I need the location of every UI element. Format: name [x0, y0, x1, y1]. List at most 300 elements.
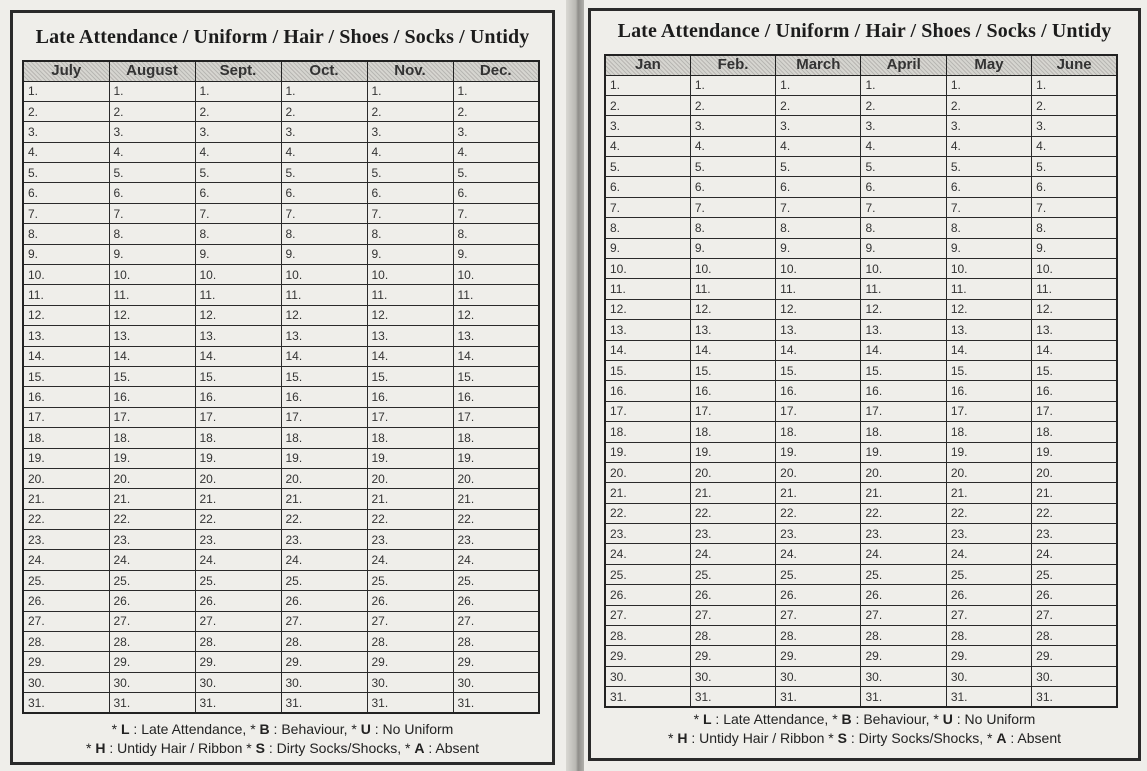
day-cell[interactable]: 29.	[195, 652, 281, 672]
day-cell[interactable]: 20.	[367, 468, 453, 488]
day-cell[interactable]: 15.	[195, 366, 281, 386]
day-cell[interactable]: 11.	[367, 285, 453, 305]
day-cell[interactable]: 17.	[195, 407, 281, 427]
day-cell[interactable]: 25.	[453, 570, 539, 590]
day-cell[interactable]: 24.	[453, 550, 539, 570]
day-cell[interactable]: 5.	[605, 157, 690, 177]
day-cell[interactable]: 16.	[23, 387, 109, 407]
day-cell[interactable]: 1.	[453, 81, 539, 101]
day-cell[interactable]: 5.	[861, 157, 946, 177]
day-cell[interactable]: 24.	[23, 550, 109, 570]
day-cell[interactable]: 26.	[109, 591, 195, 611]
day-cell[interactable]: 21.	[1032, 483, 1117, 503]
day-cell[interactable]: 11.	[605, 279, 690, 299]
day-cell[interactable]: 23.	[367, 530, 453, 550]
day-cell[interactable]: 15.	[109, 366, 195, 386]
day-cell[interactable]: 18.	[109, 428, 195, 448]
day-cell[interactable]: 3.	[281, 122, 367, 142]
day-cell[interactable]: 12.	[1032, 299, 1117, 319]
day-cell[interactable]: 10.	[776, 259, 861, 279]
day-cell[interactable]: 22.	[690, 503, 775, 523]
day-cell[interactable]: 16.	[946, 381, 1031, 401]
day-cell[interactable]: 30.	[605, 666, 690, 686]
day-cell[interactable]: 14.	[453, 346, 539, 366]
day-cell[interactable]: 31.	[23, 693, 109, 713]
day-cell[interactable]: 2.	[453, 101, 539, 121]
day-cell[interactable]: 31.	[281, 693, 367, 713]
day-cell[interactable]: 1.	[690, 75, 775, 95]
day-cell[interactable]: 8.	[195, 224, 281, 244]
day-cell[interactable]: 27.	[281, 611, 367, 631]
day-cell[interactable]: 18.	[281, 428, 367, 448]
day-cell[interactable]: 16.	[1032, 381, 1117, 401]
day-cell[interactable]: 16.	[281, 387, 367, 407]
day-cell[interactable]: 15.	[23, 366, 109, 386]
day-cell[interactable]: 2.	[690, 95, 775, 115]
day-cell[interactable]: 25.	[946, 564, 1031, 584]
day-cell[interactable]: 7.	[281, 203, 367, 223]
day-cell[interactable]: 23.	[453, 530, 539, 550]
day-cell[interactable]: 15.	[946, 360, 1031, 380]
day-cell[interactable]: 10.	[281, 265, 367, 285]
day-cell[interactable]: 14.	[690, 340, 775, 360]
day-cell[interactable]: 26.	[861, 585, 946, 605]
day-cell[interactable]: 16.	[367, 387, 453, 407]
day-cell[interactable]: 25.	[109, 570, 195, 590]
day-cell[interactable]: 29.	[776, 646, 861, 666]
day-cell[interactable]: 26.	[195, 591, 281, 611]
day-cell[interactable]: 22.	[453, 509, 539, 529]
day-cell[interactable]: 21.	[23, 489, 109, 509]
day-cell[interactable]: 20.	[281, 468, 367, 488]
day-cell[interactable]: 29.	[281, 652, 367, 672]
day-cell[interactable]: 7.	[861, 197, 946, 217]
day-cell[interactable]: 14.	[776, 340, 861, 360]
day-cell[interactable]: 13.	[367, 326, 453, 346]
day-cell[interactable]: 4.	[281, 142, 367, 162]
day-cell[interactable]: 6.	[861, 177, 946, 197]
day-cell[interactable]: 26.	[946, 585, 1031, 605]
day-cell[interactable]: 24.	[946, 544, 1031, 564]
day-cell[interactable]: 18.	[453, 428, 539, 448]
day-cell[interactable]: 8.	[690, 218, 775, 238]
day-cell[interactable]: 18.	[946, 422, 1031, 442]
day-cell[interactable]: 11.	[281, 285, 367, 305]
day-cell[interactable]: 8.	[109, 224, 195, 244]
day-cell[interactable]: 11.	[861, 279, 946, 299]
day-cell[interactable]: 29.	[453, 652, 539, 672]
day-cell[interactable]: 13.	[690, 320, 775, 340]
day-cell[interactable]: 18.	[23, 428, 109, 448]
day-cell[interactable]: 29.	[367, 652, 453, 672]
day-cell[interactable]: 15.	[861, 360, 946, 380]
day-cell[interactable]: 3.	[776, 116, 861, 136]
day-cell[interactable]: 2.	[861, 95, 946, 115]
day-cell[interactable]: 27.	[776, 605, 861, 625]
day-cell[interactable]: 27.	[1032, 605, 1117, 625]
day-cell[interactable]: 2.	[946, 95, 1031, 115]
day-cell[interactable]: 23.	[23, 530, 109, 550]
day-cell[interactable]: 29.	[109, 652, 195, 672]
day-cell[interactable]: 26.	[23, 591, 109, 611]
day-cell[interactable]: 16.	[605, 381, 690, 401]
day-cell[interactable]: 12.	[367, 305, 453, 325]
day-cell[interactable]: 12.	[861, 299, 946, 319]
day-cell[interactable]: 3.	[946, 116, 1031, 136]
day-cell[interactable]: 28.	[605, 626, 690, 646]
day-cell[interactable]: 21.	[109, 489, 195, 509]
day-cell[interactable]: 14.	[605, 340, 690, 360]
day-cell[interactable]: 14.	[1032, 340, 1117, 360]
day-cell[interactable]: 29.	[861, 646, 946, 666]
day-cell[interactable]: 10.	[605, 259, 690, 279]
day-cell[interactable]: 16.	[776, 381, 861, 401]
day-cell[interactable]: 4.	[195, 142, 281, 162]
day-cell[interactable]: 16.	[861, 381, 946, 401]
day-cell[interactable]: 20.	[946, 462, 1031, 482]
day-cell[interactable]: 18.	[776, 422, 861, 442]
day-cell[interactable]: 20.	[861, 462, 946, 482]
day-cell[interactable]: 3.	[1032, 116, 1117, 136]
day-cell[interactable]: 22.	[605, 503, 690, 523]
day-cell[interactable]: 2.	[605, 95, 690, 115]
day-cell[interactable]: 11.	[946, 279, 1031, 299]
day-cell[interactable]: 28.	[946, 626, 1031, 646]
day-cell[interactable]: 26.	[776, 585, 861, 605]
day-cell[interactable]: 18.	[367, 428, 453, 448]
day-cell[interactable]: 27.	[861, 605, 946, 625]
day-cell[interactable]: 12.	[776, 299, 861, 319]
day-cell[interactable]: 28.	[367, 632, 453, 652]
day-cell[interactable]: 18.	[861, 422, 946, 442]
day-cell[interactable]: 23.	[605, 524, 690, 544]
day-cell[interactable]: 1.	[776, 75, 861, 95]
day-cell[interactable]: 2.	[23, 101, 109, 121]
day-cell[interactable]: 13.	[195, 326, 281, 346]
day-cell[interactable]: 15.	[367, 366, 453, 386]
day-cell[interactable]: 16.	[109, 387, 195, 407]
day-cell[interactable]: 5.	[23, 163, 109, 183]
day-cell[interactable]: 27.	[195, 611, 281, 631]
day-cell[interactable]: 13.	[23, 326, 109, 346]
day-cell[interactable]: 17.	[605, 401, 690, 421]
day-cell[interactable]: 29.	[605, 646, 690, 666]
day-cell[interactable]: 17.	[281, 407, 367, 427]
day-cell[interactable]: 17.	[1032, 401, 1117, 421]
day-cell[interactable]: 10.	[690, 259, 775, 279]
day-cell[interactable]: 19.	[109, 448, 195, 468]
day-cell[interactable]: 11.	[776, 279, 861, 299]
day-cell[interactable]: 25.	[23, 570, 109, 590]
day-cell[interactable]: 8.	[776, 218, 861, 238]
day-cell[interactable]: 20.	[195, 468, 281, 488]
day-cell[interactable]: 10.	[453, 265, 539, 285]
day-cell[interactable]: 8.	[605, 218, 690, 238]
day-cell[interactable]: 7.	[690, 197, 775, 217]
day-cell[interactable]: 12.	[690, 299, 775, 319]
day-cell[interactable]: 21.	[281, 489, 367, 509]
day-cell[interactable]: 17.	[776, 401, 861, 421]
day-cell[interactable]: 19.	[367, 448, 453, 468]
day-cell[interactable]: 28.	[776, 626, 861, 646]
day-cell[interactable]: 21.	[861, 483, 946, 503]
day-cell[interactable]: 13.	[776, 320, 861, 340]
day-cell[interactable]: 21.	[946, 483, 1031, 503]
day-cell[interactable]: 10.	[367, 265, 453, 285]
day-cell[interactable]: 19.	[23, 448, 109, 468]
day-cell[interactable]: 21.	[367, 489, 453, 509]
day-cell[interactable]: 3.	[453, 122, 539, 142]
day-cell[interactable]: 9.	[861, 238, 946, 258]
day-cell[interactable]: 8.	[453, 224, 539, 244]
day-cell[interactable]: 23.	[109, 530, 195, 550]
day-cell[interactable]: 28.	[109, 632, 195, 652]
day-cell[interactable]: 5.	[776, 157, 861, 177]
day-cell[interactable]: 2.	[281, 101, 367, 121]
day-cell[interactable]: 3.	[690, 116, 775, 136]
day-cell[interactable]: 6.	[776, 177, 861, 197]
day-cell[interactable]: 11.	[109, 285, 195, 305]
day-cell[interactable]: 23.	[281, 530, 367, 550]
day-cell[interactable]: 6.	[109, 183, 195, 203]
day-cell[interactable]: 4.	[776, 136, 861, 156]
day-cell[interactable]: 11.	[23, 285, 109, 305]
day-cell[interactable]: 20.	[690, 462, 775, 482]
day-cell[interactable]: 6.	[1032, 177, 1117, 197]
day-cell[interactable]: 1.	[195, 81, 281, 101]
day-cell[interactable]: 23.	[861, 524, 946, 544]
day-cell[interactable]: 4.	[861, 136, 946, 156]
day-cell[interactable]: 31.	[453, 693, 539, 713]
day-cell[interactable]: 25.	[690, 564, 775, 584]
day-cell[interactable]: 16.	[453, 387, 539, 407]
day-cell[interactable]: 29.	[1032, 646, 1117, 666]
day-cell[interactable]: 30.	[453, 672, 539, 692]
day-cell[interactable]: 31.	[1032, 687, 1117, 707]
day-cell[interactable]: 23.	[195, 530, 281, 550]
day-cell[interactable]: 1.	[861, 75, 946, 95]
day-cell[interactable]: 7.	[453, 203, 539, 223]
day-cell[interactable]: 13.	[861, 320, 946, 340]
day-cell[interactable]: 9.	[946, 238, 1031, 258]
day-cell[interactable]: 3.	[605, 116, 690, 136]
day-cell[interactable]: 6.	[690, 177, 775, 197]
day-cell[interactable]: 23.	[1032, 524, 1117, 544]
day-cell[interactable]: 28.	[23, 632, 109, 652]
day-cell[interactable]: 9.	[453, 244, 539, 264]
day-cell[interactable]: 24.	[195, 550, 281, 570]
day-cell[interactable]: 9.	[367, 244, 453, 264]
day-cell[interactable]: 6.	[946, 177, 1031, 197]
day-cell[interactable]: 18.	[195, 428, 281, 448]
day-cell[interactable]: 20.	[23, 468, 109, 488]
day-cell[interactable]: 7.	[946, 197, 1031, 217]
day-cell[interactable]: 5.	[946, 157, 1031, 177]
day-cell[interactable]: 24.	[109, 550, 195, 570]
day-cell[interactable]: 18.	[605, 422, 690, 442]
day-cell[interactable]: 19.	[195, 448, 281, 468]
day-cell[interactable]: 1.	[23, 81, 109, 101]
day-cell[interactable]: 13.	[453, 326, 539, 346]
day-cell[interactable]: 28.	[861, 626, 946, 646]
day-cell[interactable]: 15.	[690, 360, 775, 380]
day-cell[interactable]: 20.	[1032, 462, 1117, 482]
day-cell[interactable]: 1.	[1032, 75, 1117, 95]
day-cell[interactable]: 4.	[946, 136, 1031, 156]
day-cell[interactable]: 29.	[946, 646, 1031, 666]
day-cell[interactable]: 6.	[281, 183, 367, 203]
day-cell[interactable]: 21.	[776, 483, 861, 503]
day-cell[interactable]: 22.	[23, 509, 109, 529]
day-cell[interactable]: 2.	[195, 101, 281, 121]
day-cell[interactable]: 22.	[109, 509, 195, 529]
day-cell[interactable]: 14.	[861, 340, 946, 360]
day-cell[interactable]: 19.	[605, 442, 690, 462]
day-cell[interactable]: 16.	[690, 381, 775, 401]
day-cell[interactable]: 21.	[605, 483, 690, 503]
day-cell[interactable]: 9.	[690, 238, 775, 258]
day-cell[interactable]: 15.	[281, 366, 367, 386]
day-cell[interactable]: 11.	[690, 279, 775, 299]
day-cell[interactable]: 10.	[23, 265, 109, 285]
day-cell[interactable]: 28.	[281, 632, 367, 652]
day-cell[interactable]: 4.	[690, 136, 775, 156]
day-cell[interactable]: 22.	[367, 509, 453, 529]
day-cell[interactable]: 26.	[605, 585, 690, 605]
day-cell[interactable]: 3.	[23, 122, 109, 142]
day-cell[interactable]: 11.	[1032, 279, 1117, 299]
day-cell[interactable]: 9.	[1032, 238, 1117, 258]
day-cell[interactable]: 28.	[1032, 626, 1117, 646]
day-cell[interactable]: 2.	[367, 101, 453, 121]
day-cell[interactable]: 24.	[690, 544, 775, 564]
day-cell[interactable]: 19.	[281, 448, 367, 468]
day-cell[interactable]: 31.	[195, 693, 281, 713]
day-cell[interactable]: 5.	[690, 157, 775, 177]
day-cell[interactable]: 13.	[281, 326, 367, 346]
day-cell[interactable]: 12.	[281, 305, 367, 325]
day-cell[interactable]: 27.	[605, 605, 690, 625]
day-cell[interactable]: 17.	[861, 401, 946, 421]
day-cell[interactable]: 18.	[690, 422, 775, 442]
day-cell[interactable]: 7.	[776, 197, 861, 217]
day-cell[interactable]: 10.	[946, 259, 1031, 279]
day-cell[interactable]: 30.	[281, 672, 367, 692]
day-cell[interactable]: 8.	[946, 218, 1031, 238]
day-cell[interactable]: 14.	[23, 346, 109, 366]
day-cell[interactable]: 28.	[453, 632, 539, 652]
day-cell[interactable]: 24.	[1032, 544, 1117, 564]
day-cell[interactable]: 31.	[946, 687, 1031, 707]
day-cell[interactable]: 25.	[861, 564, 946, 584]
day-cell[interactable]: 31.	[605, 687, 690, 707]
day-cell[interactable]: 1.	[367, 81, 453, 101]
day-cell[interactable]: 7.	[195, 203, 281, 223]
day-cell[interactable]: 13.	[109, 326, 195, 346]
day-cell[interactable]: 15.	[453, 366, 539, 386]
day-cell[interactable]: 21.	[690, 483, 775, 503]
day-cell[interactable]: 12.	[605, 299, 690, 319]
day-cell[interactable]: 23.	[690, 524, 775, 544]
day-cell[interactable]: 17.	[109, 407, 195, 427]
day-cell[interactable]: 6.	[605, 177, 690, 197]
day-cell[interactable]: 5.	[1032, 157, 1117, 177]
day-cell[interactable]: 6.	[453, 183, 539, 203]
day-cell[interactable]: 4.	[23, 142, 109, 162]
day-cell[interactable]: 3.	[195, 122, 281, 142]
day-cell[interactable]: 8.	[367, 224, 453, 244]
day-cell[interactable]: 10.	[1032, 259, 1117, 279]
day-cell[interactable]: 26.	[367, 591, 453, 611]
day-cell[interactable]: 27.	[946, 605, 1031, 625]
day-cell[interactable]: 30.	[367, 672, 453, 692]
day-cell[interactable]: 12.	[453, 305, 539, 325]
day-cell[interactable]: 9.	[281, 244, 367, 264]
day-cell[interactable]: 5.	[367, 163, 453, 183]
day-cell[interactable]: 22.	[195, 509, 281, 529]
day-cell[interactable]: 3.	[109, 122, 195, 142]
day-cell[interactable]: 13.	[1032, 320, 1117, 340]
day-cell[interactable]: 20.	[453, 468, 539, 488]
day-cell[interactable]: 16.	[195, 387, 281, 407]
day-cell[interactable]: 7.	[367, 203, 453, 223]
day-cell[interactable]: 17.	[690, 401, 775, 421]
day-cell[interactable]: 28.	[195, 632, 281, 652]
day-cell[interactable]: 10.	[109, 265, 195, 285]
day-cell[interactable]: 14.	[109, 346, 195, 366]
day-cell[interactable]: 12.	[195, 305, 281, 325]
day-cell[interactable]: 18.	[1032, 422, 1117, 442]
day-cell[interactable]: 2.	[776, 95, 861, 115]
day-cell[interactable]: 15.	[1032, 360, 1117, 380]
day-cell[interactable]: 22.	[776, 503, 861, 523]
day-cell[interactable]: 30.	[690, 666, 775, 686]
day-cell[interactable]: 12.	[946, 299, 1031, 319]
day-cell[interactable]: 25.	[195, 570, 281, 590]
day-cell[interactable]: 15.	[605, 360, 690, 380]
day-cell[interactable]: 5.	[195, 163, 281, 183]
day-cell[interactable]: 17.	[23, 407, 109, 427]
day-cell[interactable]: 7.	[23, 203, 109, 223]
day-cell[interactable]: 4.	[367, 142, 453, 162]
day-cell[interactable]: 25.	[367, 570, 453, 590]
day-cell[interactable]: 19.	[1032, 442, 1117, 462]
day-cell[interactable]: 24.	[281, 550, 367, 570]
day-cell[interactable]: 17.	[453, 407, 539, 427]
day-cell[interactable]: 20.	[109, 468, 195, 488]
day-cell[interactable]: 3.	[367, 122, 453, 142]
day-cell[interactable]: 30.	[1032, 666, 1117, 686]
day-cell[interactable]: 24.	[605, 544, 690, 564]
day-cell[interactable]: 2.	[109, 101, 195, 121]
day-cell[interactable]: 13.	[605, 320, 690, 340]
day-cell[interactable]: 27.	[109, 611, 195, 631]
day-cell[interactable]: 17.	[367, 407, 453, 427]
day-cell[interactable]: 14.	[367, 346, 453, 366]
day-cell[interactable]: 25.	[1032, 564, 1117, 584]
day-cell[interactable]: 10.	[861, 259, 946, 279]
day-cell[interactable]: 4.	[453, 142, 539, 162]
day-cell[interactable]: 4.	[1032, 136, 1117, 156]
day-cell[interactable]: 26.	[1032, 585, 1117, 605]
day-cell[interactable]: 6.	[23, 183, 109, 203]
day-cell[interactable]: 14.	[281, 346, 367, 366]
day-cell[interactable]: 14.	[195, 346, 281, 366]
day-cell[interactable]: 15.	[776, 360, 861, 380]
day-cell[interactable]: 31.	[776, 687, 861, 707]
day-cell[interactable]: 1.	[946, 75, 1031, 95]
day-cell[interactable]: 25.	[605, 564, 690, 584]
